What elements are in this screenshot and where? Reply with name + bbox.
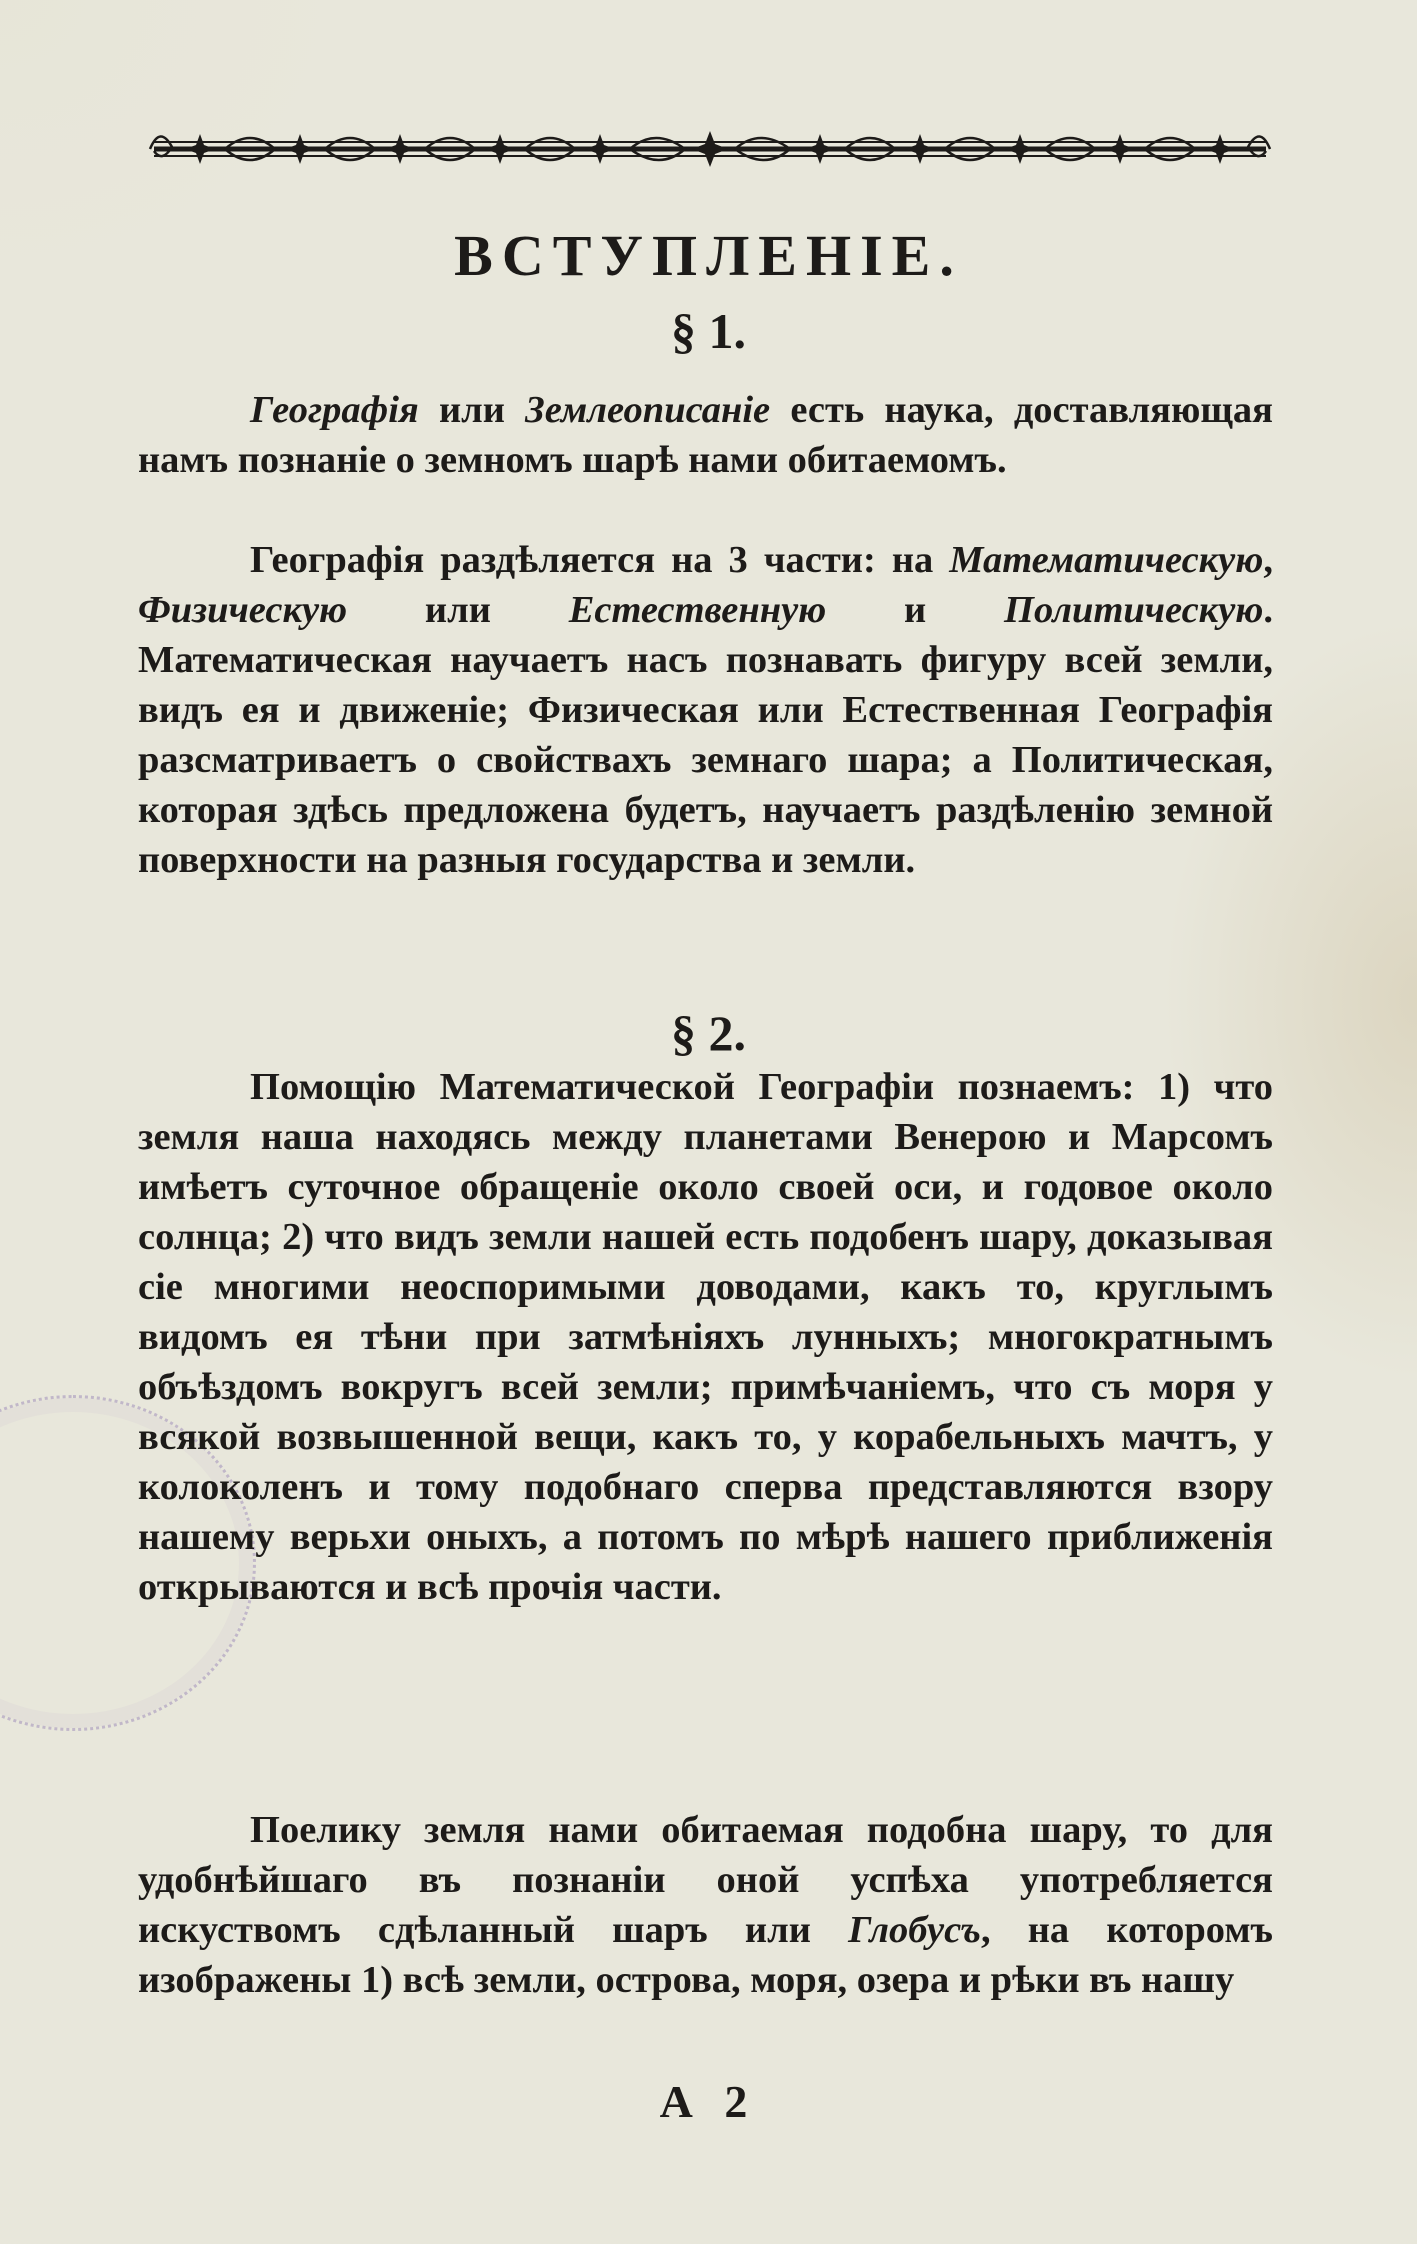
printer-signature-mark: А 2 (659, 2076, 758, 2127)
section-number-2: § 2. (671, 1005, 746, 1061)
paragraph-geography-divisions: Географiя раздѣляется на 3 части: на Математическую, Физическую или Естественную и Политическую. Математическая научаетъ насъ познавать фигуру всей земли, видъ ея и движенiе; Физическая или Естественная Географiя разсматриваетъ о свойствахъ земнаго шара; а Политическая, которая здѣсь предложена будетъ, научаетъ раздѣленiю земной поверхности на разныя государства и земли. (138, 539, 1274, 881)
paragraph-geography-definition: Географiя или Землеописанiе есть наука, доставляющая намъ познанiе о земномъ шарѣ нами обитаемомъ. (138, 389, 1273, 481)
paragraph-globe: Поелику земля нами обитаемая подобна шару, то для удобнѣйшаго въ познанiи оной успѣха употребляется искуствомъ сдѣланный шаръ или Глобусъ, на которомъ изображены 1) всѣ земли, острова, моря, озера и рѣки въ нашу (138, 1809, 1273, 2001)
decorative-header-border (140, 118, 1280, 180)
section-number-1: § 1. (671, 303, 746, 359)
term-political: Политическую (1004, 589, 1264, 631)
term-earth-description: Землеописанiе (525, 389, 771, 431)
paragraph-mathematical-geography: Помощiю Математической Географiи познаемъ: 1) что земля наша находясь между планетами Венерою и Марсомъ имѣетъ суточное обращенiе около своей оси, и годовое около солнца; 2) что видъ земли нашей есть подобенъ шару, доказывая сiе многими неоспоримыми доводами, какъ то, круглымъ видомъ ея тѣни при затмѣнiяхъ лунныхъ; многократнымъ объѣздомъ вокругъ всей земли; примѣчанiемъ, что съ моря у всякой возвышенной вещи, какъ то, у корабельныхъ мачтъ, у колоколенъ и тому подобнаго сперва представляются взору нашему верьхи оныхъ, а потомъ по мѣрѣ нашего приближенiя открываются и всѣ прочiя части. (138, 1066, 1273, 1608)
term-physical: Физическую (138, 589, 348, 631)
chapter-title: ВСТУПЛЕНIЕ. (454, 223, 963, 288)
term-mathematical: Математическую (949, 539, 1264, 581)
term-globe: Глобусъ (848, 1909, 981, 1951)
term-geography: Географiя (250, 389, 419, 431)
term-natural: Естественную (568, 589, 827, 631)
